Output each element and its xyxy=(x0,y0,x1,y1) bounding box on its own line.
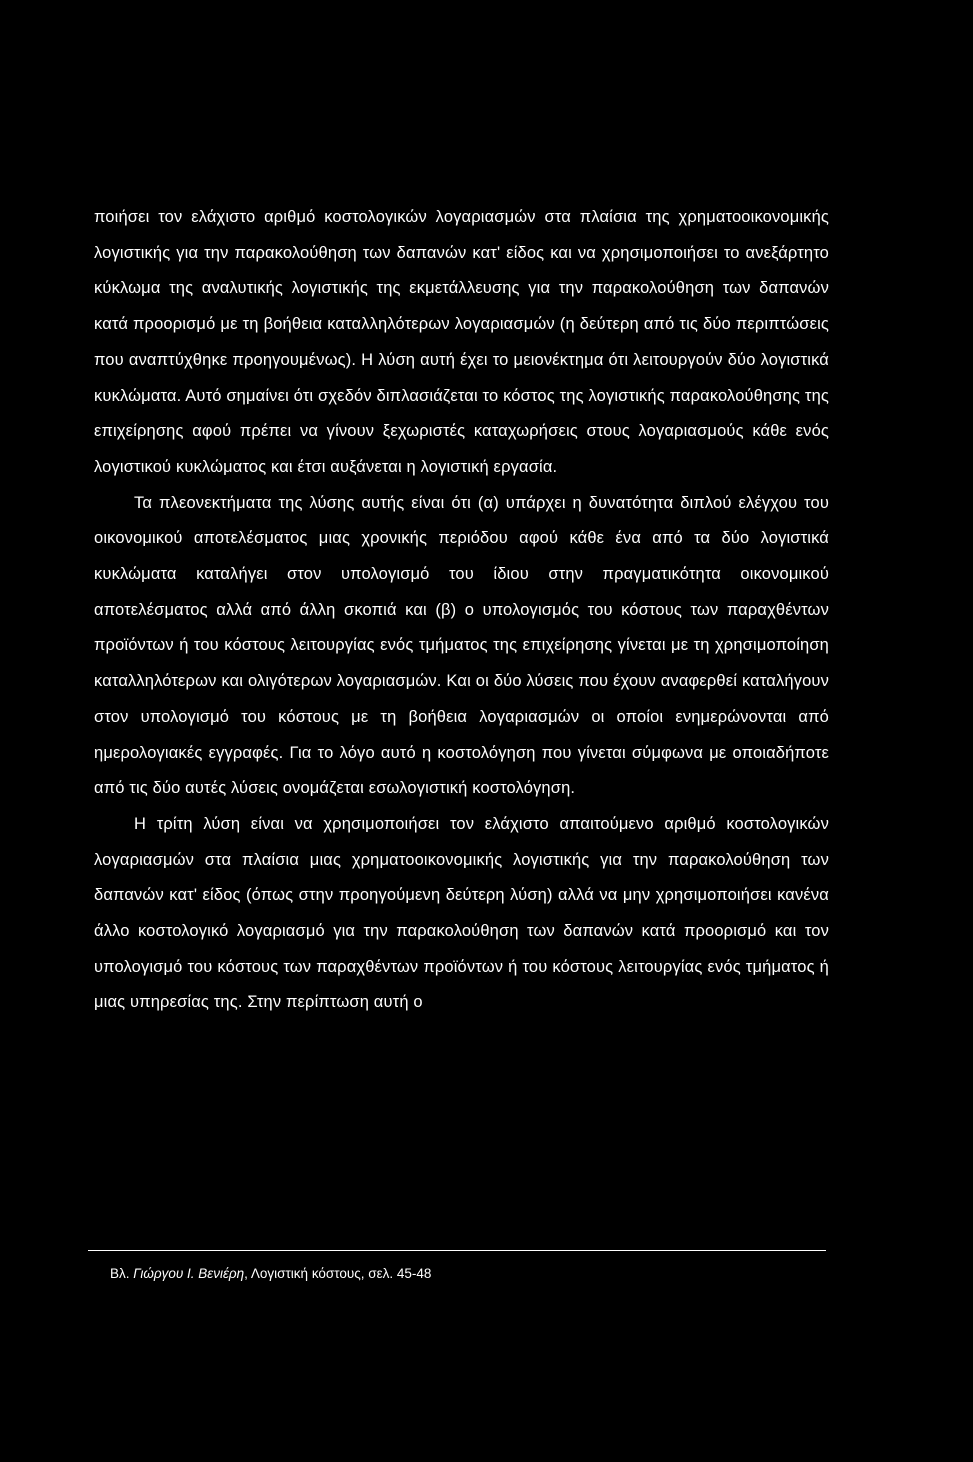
footnote-prefix: Βλ. xyxy=(110,1266,134,1281)
paragraph-3: Η τρίτη λύση είναι να χρησιμοποιήσει τον ελάχιστο απαιτούμενο αριθμό κοστολογικών λογαριασμών στα πλαίσια μιας χρηματοοικονομικής λογιστικής για την παρακολούθηση των δαπανών κατ' είδος (όπως στην προηγούμενη δεύτερη λύση) αλλά να μην χρησιμοποιήσει κανένα άλλο κοστολογικό λογαριασμό για την παρακολούθηση των δαπανών κατά προορισμό και τον υπολογισμό του κόστους των παραχθέντων προϊόντων ή του κόστους λειτουργίας ενός τμήματος ή μιας υπηρεσίας της. Στην περίπτωση αυτή ο xyxy=(94,814,829,1012)
paragraph-2: Τα πλεονεκτήματα της λύσης αυτής είναι ότι (α) υπάρχει η δυνατότητα διπλού ελέγχου του οικονομικού αποτελέσματος μιας χρονικής περιόδου αφού κάθε ένα από τα δύο λογιστικά κυκλώματα καταλήγει στον υπολογισμό του ίδιου στην πραγματικότητα οικονομικού αποτελέσματος αλλά από άλλη σκοπιά και (β) ο υπολογισμός του κόστους των παραχθέντων προϊόντων ή του κόστους λειτουργίας ενός τμήματος της επιχείρησης γίνεται με τη χρησιμοποίηση καταλληλότερων και ολιγότερων λογαριασμών. Και οι δύο λύσεις που έχουν αναφερθεί καταλήγουν στον υπολογισμό του κόστους με τη βοήθεια λογαριασμών οι οποίοι ενημερώνονται από ημερολογιακές εγγραφές. Για το λόγο αυτό η κοστολόγηση που γίνεται σύμφωνα με οποιαδήποτε από τις δύο αυτές λύσεις ονομάζεται εσωλογιστική κοστολόγηση. xyxy=(94,493,829,798)
footnote-divider xyxy=(88,1250,826,1251)
body-text xyxy=(94,200,829,1021)
footnote-source: , Λογιστική κόστους, σελ. 45-48 xyxy=(244,1266,432,1281)
footnote-author: Γιώργου Ι. Βενιέρη xyxy=(133,1266,245,1281)
footnote xyxy=(110,1264,431,1284)
paragraph-1: ποιήσει τον ελάχιστο αριθμό κοστολογικών λογαριασμών στα πλαίσια της χρηματοοικονομικής λογιστικής για την παρακολούθηση των δαπανών κατ' είδος και να χρησιμοποιήσει το ανεξάρτητο κύκλωμα της αναλυτικής λογιστικής της εκμετάλλευσης για την παρακολούθηση των δαπανών κατά προορισμό με τη βοήθεια καταλληλότερων λογαριασμών (η δεύτερη από τις δύο περιπτώσεις που αναπτύχθηκε προηγουμένως). Η λύση αυτή έχει το μειονέκτημα ότι λειτουργούν δύο λογιστικά κυκλώματα. Αυτό σημαίνει ότι σχεδόν διπλασιάζεται το κόστος της λογιστικής παρακολούθησης της επιχείρησης αφού πρέπει να γίνουν ξεχωριστές καταχωρήσεις στους λογαριασμούς κάθε ενός λογιστικού κυκλώματος και έτσι αυξάνεται η λογιστική εργασία. xyxy=(94,208,829,476)
